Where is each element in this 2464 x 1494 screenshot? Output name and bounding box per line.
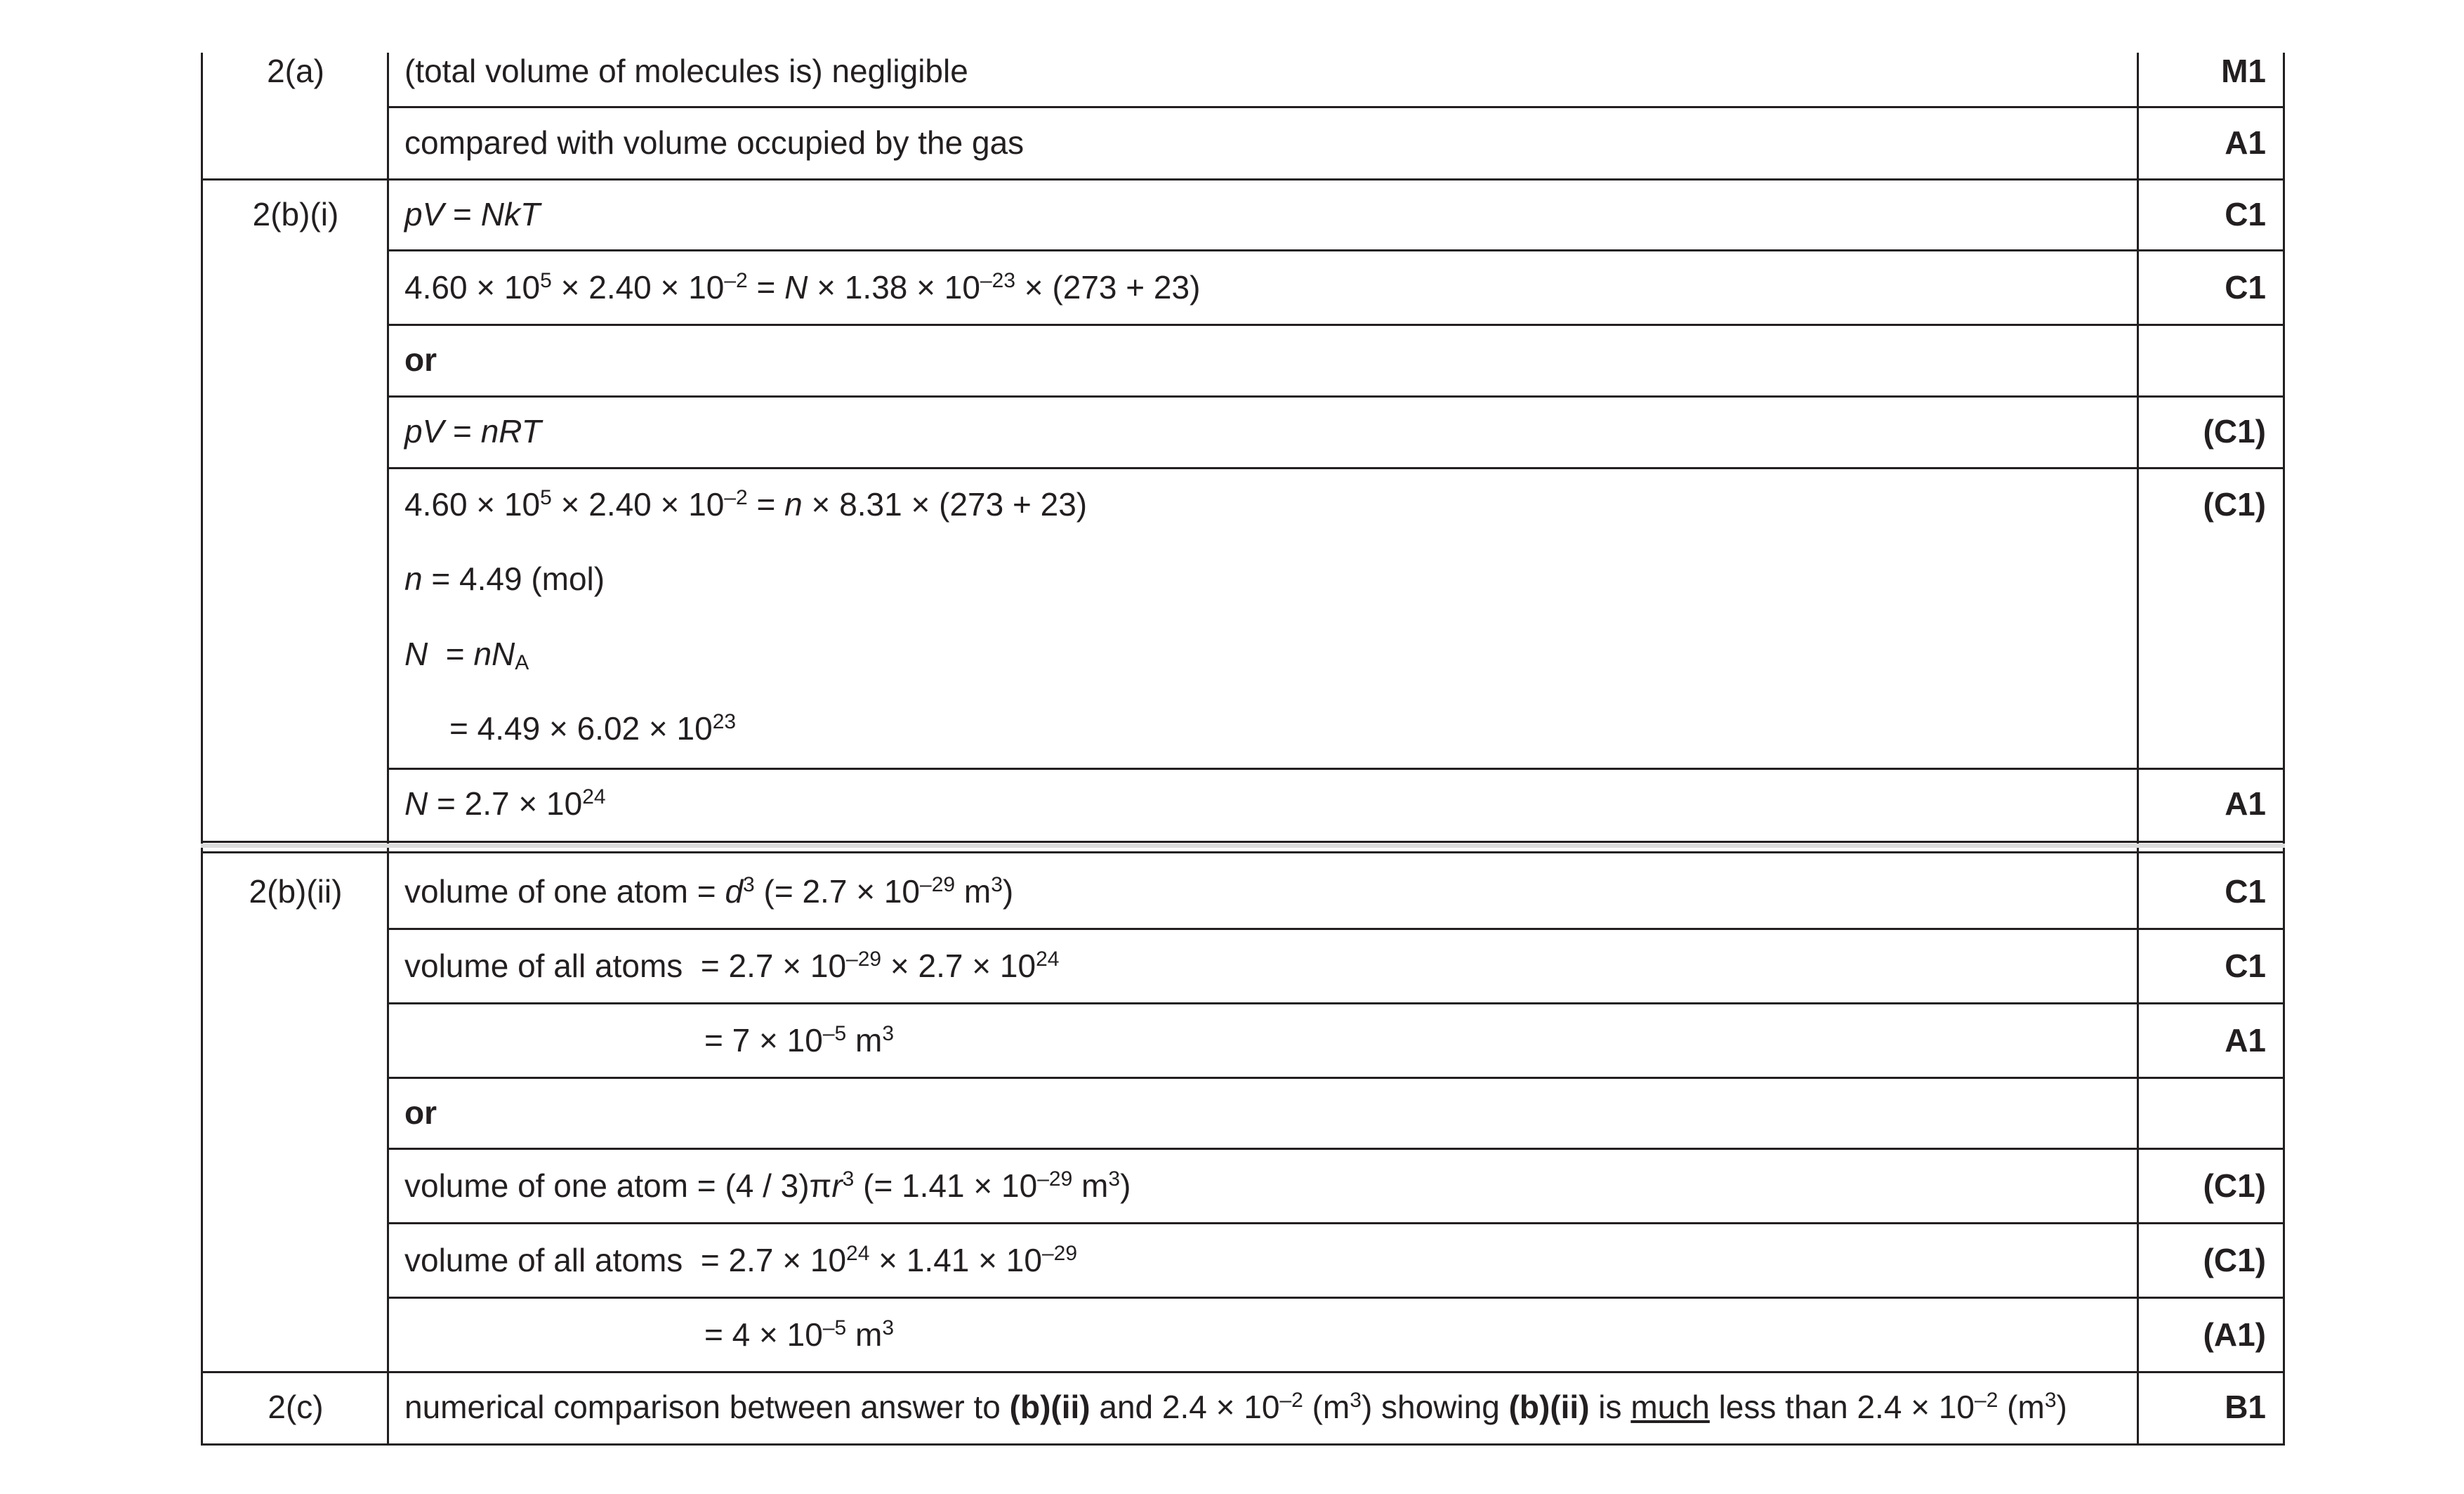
answer-2bii-alt-result: = $4 \times 10^{-5}$ $m^3$ bbox=[704, 1316, 894, 1353]
answer-2bi-avogadro: $N = nN_A$ bbox=[404, 636, 529, 674]
or-separator-2bii: or bbox=[404, 1094, 437, 1131]
mark-2a-line2: A1 bbox=[2225, 124, 2266, 161]
answer-2bii-one-atom-sphere: volume of one atom = $(4 / 3)\pi r^3$ (= $1.41 \times 10^{-29}$ $m^3$) bbox=[404, 1167, 1131, 1204]
mark-2bi-alt-line2: (C1) bbox=[2203, 486, 2266, 523]
question-number-2c: 2(c) bbox=[268, 1389, 324, 1425]
answer-2bii-one-atom-cube: volume of one atom = $d^3$ (= $2.7 \times 10^{-29}$ $m^3$) bbox=[404, 873, 1014, 910]
answer-2a-line2: compared with volume occupied by the gas bbox=[404, 124, 1025, 161]
answer-2bi-ideal-gas-equation: pV = NkT bbox=[404, 196, 541, 232]
mark-2a-line1: M1 bbox=[2221, 53, 2266, 89]
answer-2bi-moles: n = 4.49 (mol) bbox=[404, 561, 605, 597]
mark-2bii-line3: A1 bbox=[2225, 1022, 2266, 1059]
answer-2bi-product: = $4.49 \times 6.02 \times 10^{23}$ bbox=[449, 710, 737, 747]
mark-2bii-alt-line3: (A1) bbox=[2203, 1316, 2266, 1353]
mark-2c: B1 bbox=[2225, 1389, 2266, 1425]
answer-2bii-result: = $7 \times 10^{-5}$ $m^3$ bbox=[704, 1022, 894, 1059]
answer-2bi-alt-equation: pV = nRT bbox=[404, 413, 541, 450]
answer-2c-comparison: numerical comparison between answer to (b)(ii) and $2.4 \times 10^{-2}$ $(m^3)$ showing (b)(ii) is much less than $2.4 \times 10^{-2}$ $(m^3)$ bbox=[404, 1389, 2067, 1425]
or-separator-2bi: or bbox=[404, 341, 437, 378]
answer-2bii-all-atoms: volume of all atoms = $2.7 \times 10^{-29} \times 2.7 \times 10^{24}$ bbox=[404, 948, 1060, 984]
mark-2bi-result: A1 bbox=[2225, 785, 2266, 822]
question-number-2bi: 2(b)(i) bbox=[252, 196, 339, 232]
answer-2bi-result: $N = 2.7 \times 10^{24}$ bbox=[404, 785, 606, 822]
answer-2bii-alt-all-atoms: volume of all atoms = $2.7 \times 10^{24} \times 1.41 \times 10^{-29}$ bbox=[404, 1242, 1078, 1278]
mark-2bii-line2: C1 bbox=[2225, 948, 2266, 984]
mark-2bi-line2: C1 bbox=[2225, 269, 2266, 306]
answer-2bi-alt-substitution: $4.60 \times 10^5 \times 2.40 \times 10^{-2} = n \times 8.31 \times (273 + 23)$ bbox=[404, 486, 1088, 523]
question-number-2a: 2(a) bbox=[267, 53, 324, 89]
mark-2bi-line1: C1 bbox=[2225, 196, 2266, 232]
mark-2bii-line1: C1 bbox=[2225, 873, 2266, 910]
answer-2bi-substitution: $4.60 \times 10^5 \times 2.40 \times 10^{-2} = N \times 1.38 \times 10^{-23} \times (273 + 23)$ bbox=[404, 269, 1201, 306]
answer-2a-line1: (total volume of molecules is) negligible bbox=[404, 53, 968, 89]
question-number-2bii: 2(b)(ii) bbox=[249, 873, 343, 910]
mark-2bi-alt-line1: (C1) bbox=[2203, 413, 2266, 450]
mark-2bii-alt-line1: (C1) bbox=[2203, 1167, 2266, 1204]
mark-2bii-alt-line2: (C1) bbox=[2203, 1242, 2266, 1278]
